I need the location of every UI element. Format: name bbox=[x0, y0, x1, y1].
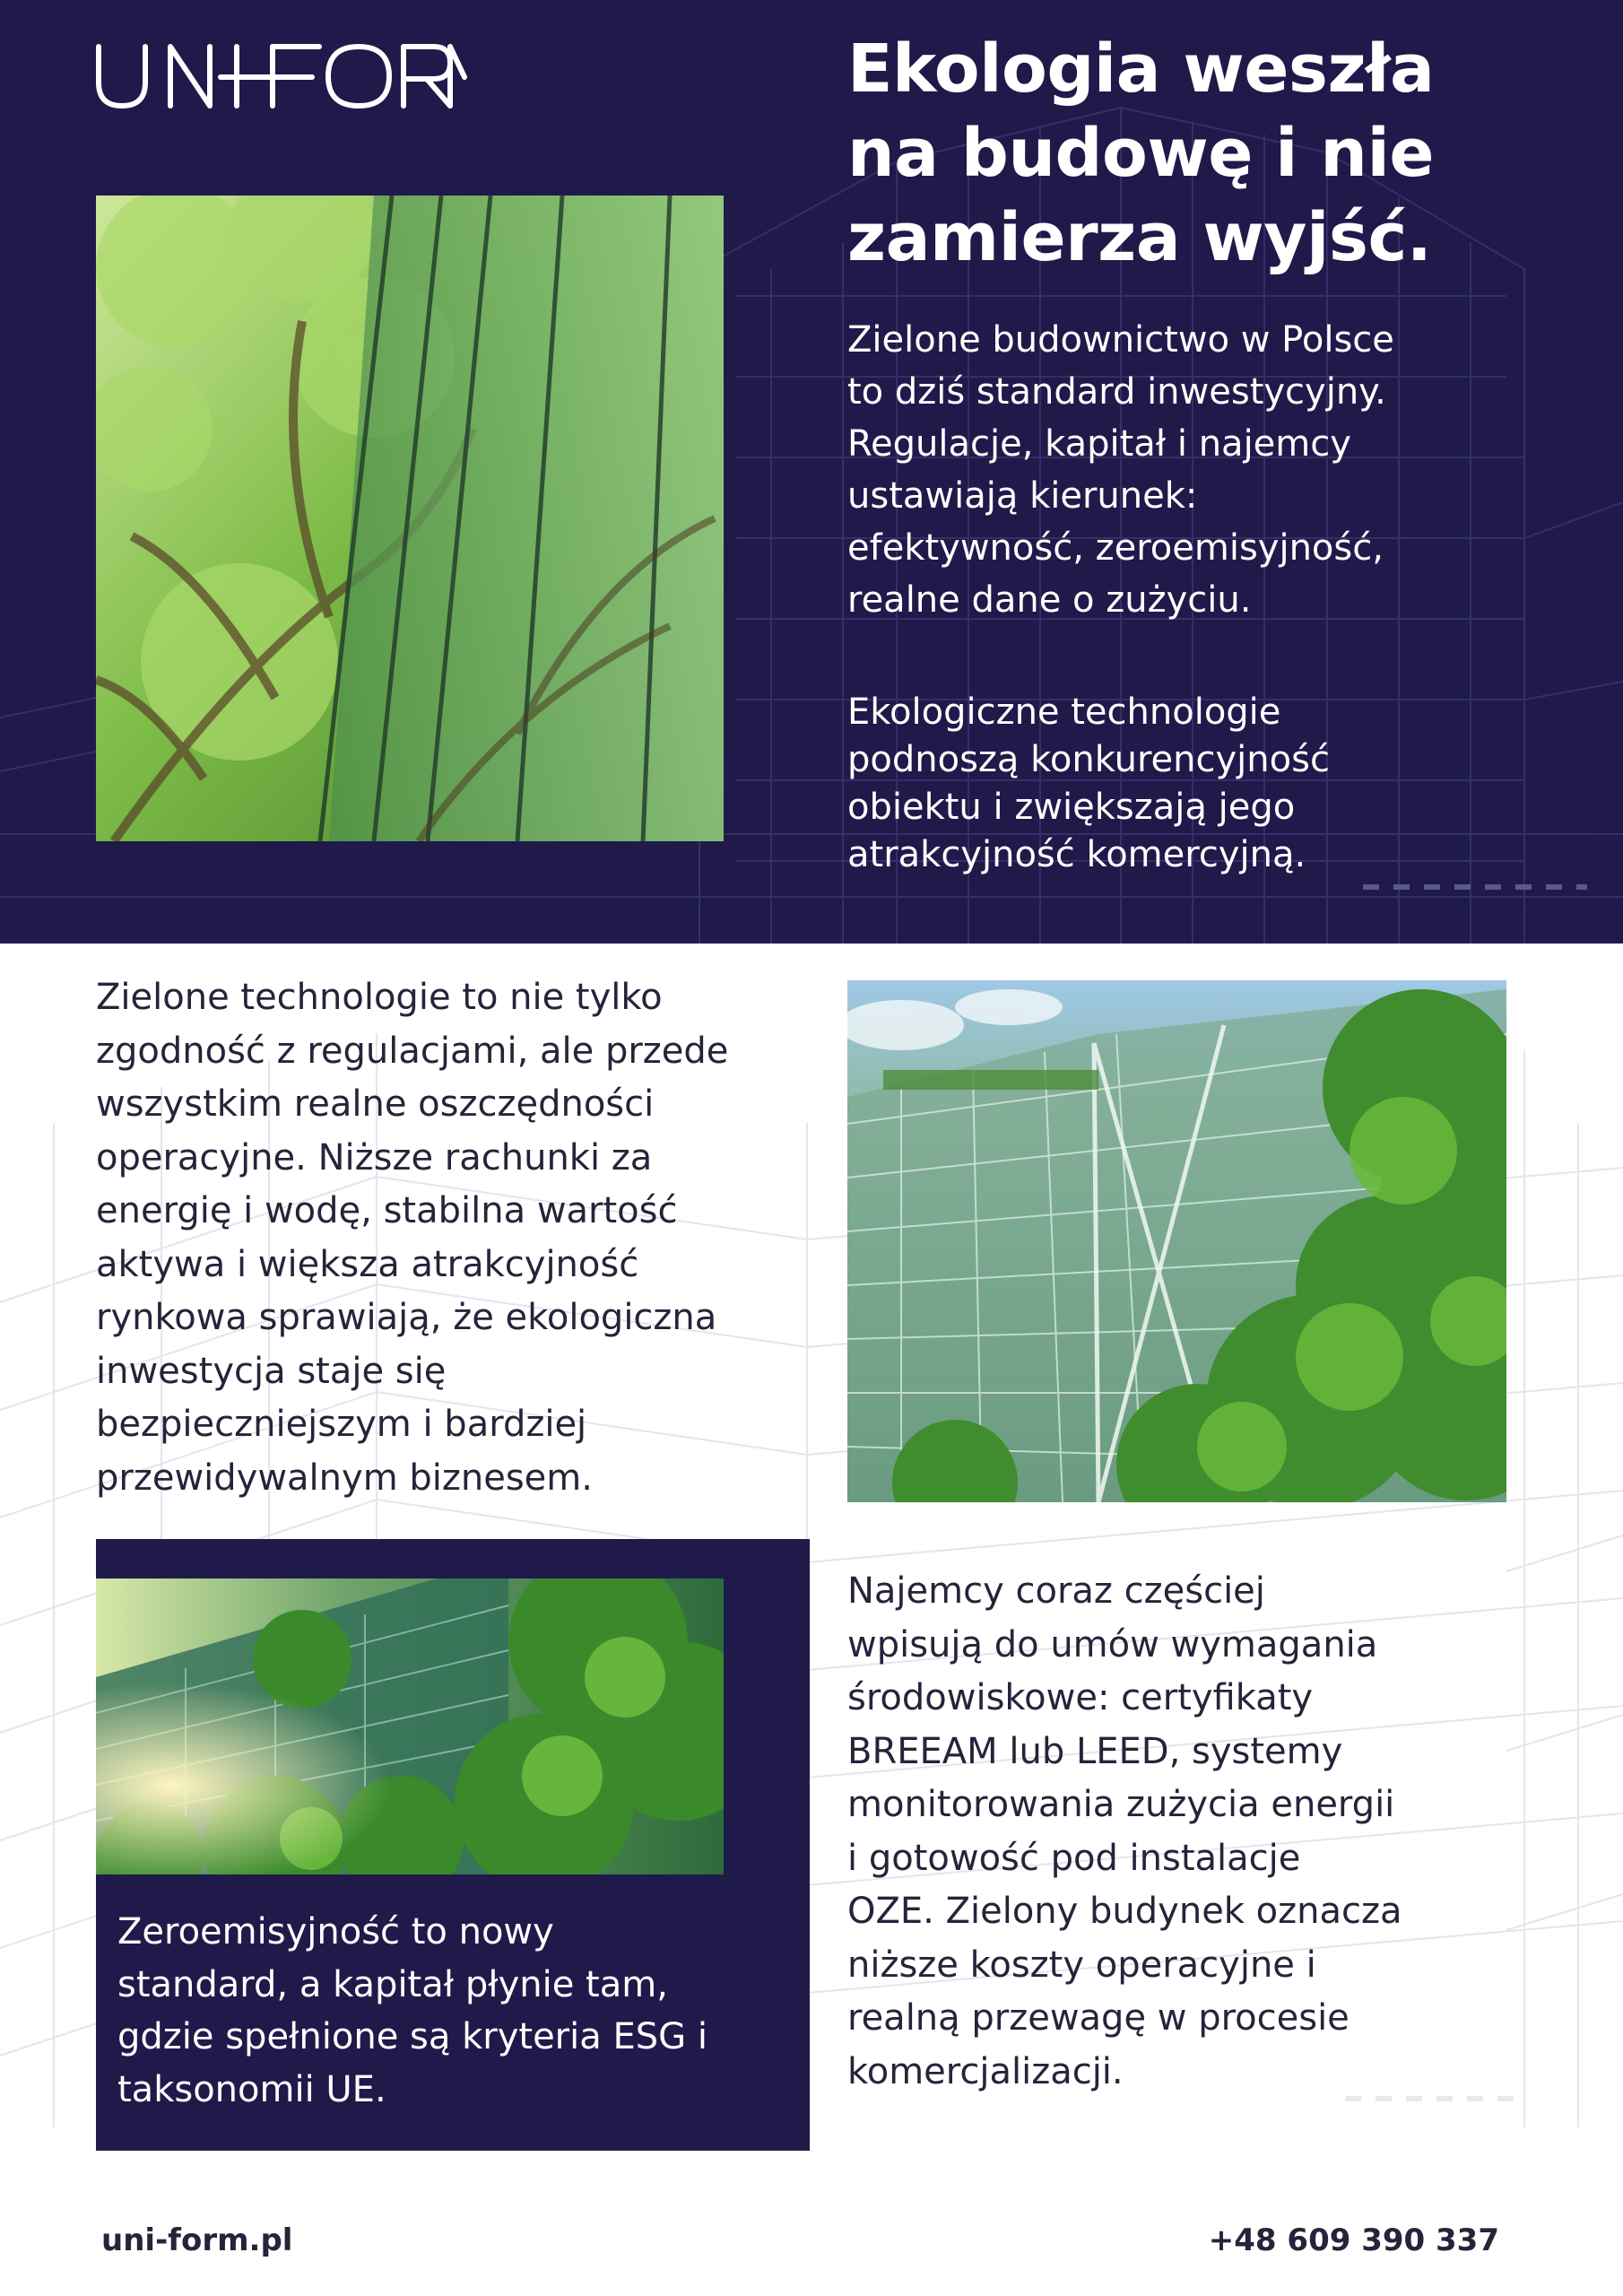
text-line: to dziś standard inwestycyjny. bbox=[847, 371, 1386, 413]
decorative-dashes bbox=[1363, 883, 1587, 891]
text-line: efektywność, zeroemisyjność, bbox=[847, 527, 1384, 569]
text-line: realną przewagę w procesie bbox=[847, 1997, 1350, 2039]
headline-line: Ekologia weszła bbox=[847, 30, 1435, 108]
text-line: BREEAM lub LEED, systemy bbox=[847, 1730, 1343, 1772]
headline bbox=[847, 27, 1583, 280]
text-line: zgodność z regulacjami, ale przede bbox=[96, 1030, 729, 1072]
footer-website-link[interactable]: uni-form.pl bbox=[101, 2222, 293, 2258]
text-line: inwestycja staje się bbox=[96, 1350, 447, 1392]
text-line: standard, a kapitał płynie tam, bbox=[117, 1963, 668, 2005]
photo-glass-building-greenery bbox=[847, 980, 1506, 1502]
footer-phone-number[interactable]: +48 609 390 337 bbox=[1208, 2222, 1499, 2258]
box-paragraph bbox=[117, 1906, 799, 2116]
text-line: wpisują do umów wymagania bbox=[847, 1623, 1378, 1665]
right-paragraph bbox=[847, 1565, 1547, 2099]
text-line: gdzie spełnione są kryteria ESG i bbox=[117, 2016, 707, 2057]
text-line: taksonomii UE. bbox=[117, 2068, 386, 2110]
text-line: komercjalizacji. bbox=[847, 2050, 1124, 2092]
text-line: realne dane o zużyciu. bbox=[847, 579, 1252, 621]
text-line: podnoszą konkurencyjność bbox=[847, 739, 1330, 780]
text-line: przewidywalnym biznesem. bbox=[96, 1457, 593, 1499]
text-line: monitorowania zużycia energii bbox=[847, 1784, 1395, 1825]
text-line: aktywa i większa atrakcyjność bbox=[96, 1243, 639, 1285]
hero-second-paragraph bbox=[847, 689, 1565, 879]
text-line: OZE. Zielony budynek oznacza bbox=[847, 1891, 1402, 1932]
text-line: energię i wodę, stabilna wartość bbox=[96, 1190, 678, 1231]
hero-intro-paragraph bbox=[847, 314, 1565, 626]
text-line: Zielone technologie to nie tylko bbox=[96, 977, 663, 1018]
photo-modern-building-trees bbox=[96, 1578, 724, 1874]
text-line: środowiskowe: certyfikaty bbox=[847, 1677, 1314, 1718]
text-line: ustawiają kierunek: bbox=[847, 475, 1198, 517]
text-line: wszystkim realne oszczędności bbox=[96, 1083, 655, 1125]
text-line: niższe koszty operacyjne i bbox=[847, 1944, 1316, 1986]
text-line: Zielone budownictwo w Polsce bbox=[847, 319, 1394, 361]
text-line: obiektu i zwiększają jego bbox=[847, 787, 1296, 828]
headline-line: na budowę i nie bbox=[847, 115, 1435, 192]
text-line: bezpieczniejszym i bardziej bbox=[96, 1404, 587, 1445]
text-line: operacyjne. Niższe rachunki za bbox=[96, 1136, 653, 1178]
text-line: i gotowość pod instalacje bbox=[847, 1837, 1301, 1879]
hero-section bbox=[0, 0, 1623, 944]
text-line: atrakcyjność komercyjną. bbox=[847, 834, 1306, 875]
photo-trees-glass-facade bbox=[96, 196, 724, 841]
text-line: Najemcy coraz częściej bbox=[847, 1570, 1265, 1612]
text-line: rynkowa sprawiają, że ekologiczna bbox=[96, 1297, 717, 1338]
headline-line: zamierza wyjść. bbox=[847, 199, 1432, 276]
text-line: Zeroemisyjność to nowy bbox=[117, 1911, 554, 1952]
text-line: Ekologiczne technologie bbox=[847, 691, 1281, 733]
text-line: Regulacje, kapitał i najemcy bbox=[847, 423, 1351, 465]
middle-paragraph bbox=[96, 971, 777, 1505]
uni-form-logo bbox=[93, 41, 470, 111]
